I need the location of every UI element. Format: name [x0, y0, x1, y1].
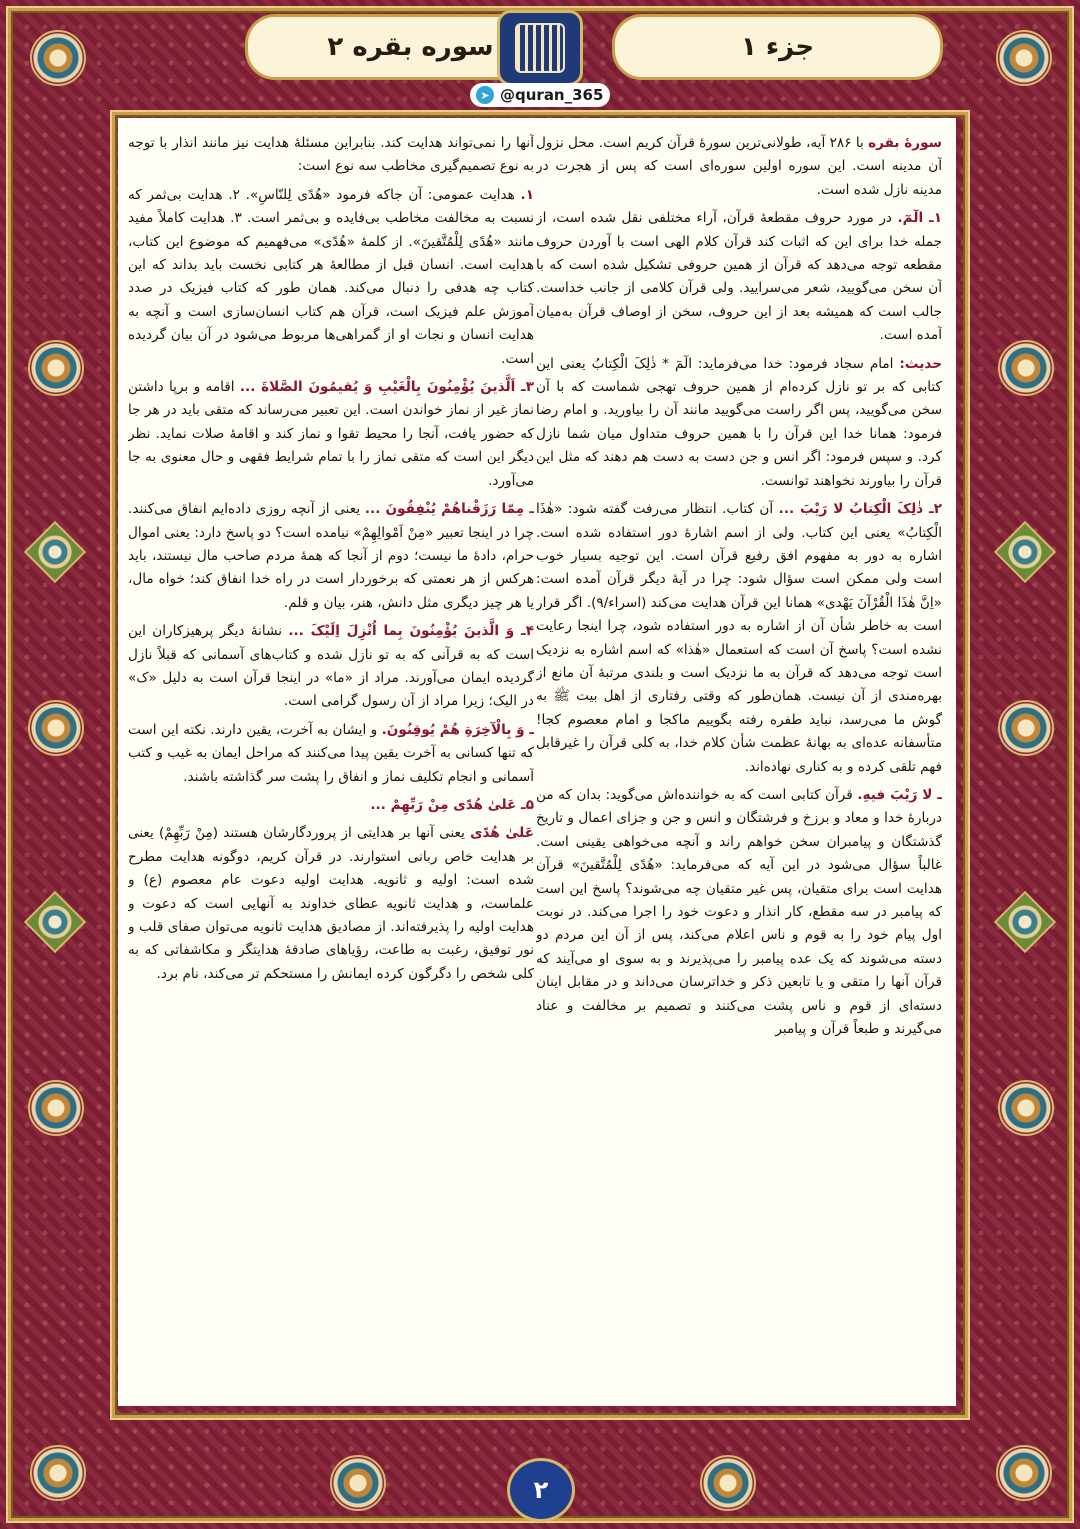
juz-title-cartouche — [612, 14, 943, 80]
paragraph-heading: ۱. — [520, 186, 534, 203]
telegram-icon: ➤ — [476, 86, 494, 104]
bottom-medallion-left — [330, 1455, 386, 1511]
side-medallion-left-3 — [28, 1080, 84, 1136]
paragraph — [128, 822, 534, 986]
paragraph — [128, 719, 534, 789]
side-medallion-right-3 — [998, 1080, 1054, 1136]
paragraph-text: نشانهٔ دیگر پرهیزکاران این است که به قرآنی که به تو نازل شده و کتاب‌های آسمانی که قبلاً نازل گردیده ایمان می‌آورند. مراد از «ما» در اینجا قرآن است به دلیل «ک» در الیک؛ زیرا مراد از آن رسول گرامی است. — [128, 623, 534, 710]
telegram-channel-badge[interactable] — [470, 83, 610, 107]
paragraph-text: با ۲۸۶ آیه، طولانی‌ترین سورهٔ قرآن کریم است. محل نزول آن مدینه است. این سوره اولین سوره‌ای است که پس از هجرت در مدینه نازل شده است. — [536, 135, 942, 198]
paragraph-heading: ۵ـ عَلیٰ هُدًی مِنْ رَبِّهِمْ ... — [370, 796, 534, 813]
side-medallion-left-2 — [28, 700, 84, 756]
paragraph — [128, 184, 534, 371]
paragraph-text: و ایشان به آخرت، یقین دارند. نکته این است که تنها کسانی به آخرت یقین پیدا می‌کنند که مراحل ایمان به غیب و کتب آسمانی و انجام تکلیف نماز و انفاق را پشت سر گذاشته باشند. — [128, 721, 534, 785]
paragraph-text: آنها را نمی‌تواند هدایت کند. بنابراین مسئلهٔ هدایت نیز مانند انذار با توجه به نوع تصمیم‌گیری مخاطب سه نوع است: — [128, 135, 534, 175]
paragraph-heading: ۲ـ ذٰلِکَ الْکِتابُ لا رَیْبَ ... — [778, 501, 942, 518]
paragraph-heading: ۱ـ الٓمٓ. — [897, 210, 942, 227]
paragraph-heading: ۴ـ وَ الَّذینَ یُؤْمِنُونَ بِما اُنْزِلَ اِلَیْکَ ... — [288, 623, 534, 640]
side-medallion-right-1 — [998, 340, 1054, 396]
paragraph-text: قرآن کتابی است که به خواننده‌اش می‌گوید: بدان که من دربارهٔ خدا و معاد و برزخ و فرشتگان و انس و جن و جزای اعمال و تاریخ گذشتگان و پیامبران سخن خواهم راند و آنچه می‌خواهی یقینی است. غالباً سؤال می‌شود در این آیه که می‌فرماید: «هُدًی لِلْمُتَّقینَ» قرآن هدایت است برای متقیان، پس غیر متقیان چه می‌شوند؟ پاسخ این است که پیامبر در سه مقطع، کار انذار و دعوت خود را اجرا می‌کند. در نوبت اول پیام خود را به قوم و ناس اعلام می‌کند، پس از آن این مردم دو دسته می‌شوند که یک عده پیامبر را می‌پذیرند و به سوی او می‌آیند که قرآن آنها را متقی و یا تابعین ذکر و خداترسان می‌داند و در مقابل اینان دسته‌ای از قوم و ناس پشت می‌کنند و تصمیم بر مخالفت و عناد می‌گیرند و طبعاً قرآن و پیامبر — [536, 786, 942, 1038]
paragraph-text: در مورد حروف مقطعهٔ قرآن، آراء مختلفی نقل شده است، از جمله خدا برای این که اثبات کند قرآن کلام الهی است با آوردن حروف مقطعه توجه می‌دهد که قرآن از همین حروفی تشکیل شده است که با آن سخن می‌گویید، شعر می‌سرایید. ولی قرآن کلامی از جانب خداست. جالب است که همیشه بعد از این حروف، سخن از اوصاف قرآن به‌میان آمده است. — [536, 210, 942, 344]
page-content — [118, 118, 956, 1406]
paragraph — [128, 794, 534, 817]
paragraph — [128, 620, 534, 714]
corner-medallion-bottom-right — [996, 1445, 1052, 1501]
paragraph-text: امام سجاد فرمود: خدا می‌فرماید: الٓمٓ * ذٰلِکَ الْکِتابُ یعنی این کتابی که بر تو نازل کرده‌ام از همین حروف تهجی شماست که با آن سخن می‌گویید، پس اگر راست می‌گویید مانند آن را بیاورید. و امام رضا فرمود: همانا خدا این قرآن را با همین حروف متداول میان شما نازل کرد. و سپس فرمود: اگر انس و جن دست به دست هم دهند که مثل این قرآن را بیاورند نخواهند توانست. — [536, 355, 942, 489]
corner-medallion-top-left — [30, 30, 86, 86]
page-number: ۲ — [533, 1476, 549, 1504]
paragraph-heading: سورهٔ بقره — [868, 135, 942, 151]
corner-medallion-top-right — [996, 30, 1052, 86]
paragraph — [536, 353, 942, 493]
paragraph-text: یعنی از آنچه روزی داده‌ایم انفاق می‌کنند. چرا در اینجا تعبیر «مِنْ اَمْوالِهِمْ» نیامده است؟ دو پاسخ دارد: یعنی اموال حرام، دادهٔ ما نیست؛ دوم از آنجا که همهٔ مردم صاحب مال نیستند، باید هرکس از هر نعمتی که برخوردار است در راه خدا انفاق کند؛ خواه مال، یا هر چیز دیگری مثل دانش، هنر، بیان و قلم. — [128, 501, 534, 611]
paragraph — [128, 376, 534, 493]
paragraph-heading: ـ مِمّا رَزَقْناهُمْ یُنْفِقُونَ ... — [364, 501, 534, 518]
paragraph-heading: عَلیٰ هُدًی — [470, 825, 534, 842]
paragraph — [536, 784, 942, 1041]
paragraph-heading: ۳ـ اَلَّذینَ یُؤْمِنُونَ بِالْغَیْبِ وَ یُقیمُونَ الصَّلاةَ ... — [239, 379, 534, 396]
juz-title: جزء ۱ — [740, 32, 815, 62]
paragraph — [128, 132, 534, 179]
paragraph-heading: حدیث: — [899, 355, 942, 372]
paragraph-text: یعنی آنها بر هدایتی از پروردگارشان هستند (مِنْ رَبِّهِمْ) یعنی بر هدایت خاص ربانی استوارند. در قرآن کریم، دوگونه هدایت مطرح شده است: اولیه و ثانویه. هدایت اولیه دعوت عام معصوم (ع) و علماست، و هدایت ثانویه عطای خداوند به آنهایی است که دعوت و هدایت اولیه را پذیرفته‌اند. از مصادیق هدایت ثانویه می‌توان صفای قلب و نور توفیق، رغبت به طاعت، رؤیاهای صادقهٔ هدایتگر و مکاشفاتی که به کلی شخص را دگرگون کرده ایمانش را مستحکم تر می‌کند، نام برد. — [128, 825, 534, 982]
paragraph-text: هدایت عمومی: آن جاکه فرمود «هُدًی لِلنّاسِ». ۲. هدایت بی‌ثمر که نسبت به مخالفت مخاطب بی‌فایده و بی‌ثمر است. ۳. هدایت کاملاً مفید مانند «هُدًی لِلْمُتَّقینَ». از کلمهٔ «هُدًی» می‌فهمیم که موضوع این کتاب، هدایت است. انسان قبل از مطالعهٔ هر کتابی نخست باید بداند که این کتاب چه هدفی را دنبال می‌کند. همان طور که کتاب فیزیک در صدد آموزش علم فیزیک است، قرآن هم کتاب انسان‌سازی است و آنچه به هدایت انسان و نجات او از گمراهی‌ها مربوط می‌شود در آن بیان گردیده است. — [128, 186, 534, 367]
paragraph — [128, 498, 534, 615]
channel-handle: @quran_365 — [500, 86, 604, 104]
corner-medallion-bottom-left — [30, 1445, 86, 1501]
side-medallion-right-2 — [998, 700, 1054, 756]
paragraph — [536, 207, 942, 347]
paragraph-heading: ـ وَ بِالْآخِرَةِ هُمْ یُوقِنُونَ. — [381, 721, 534, 738]
surah-title: سوره بقره ۲ — [327, 32, 494, 62]
side-medallion-left-1 — [28, 340, 84, 396]
paragraph-text: اقامه و برپا داشتن نماز غیر از نماز خواندن است. این تعبیر می‌رساند که متقی باید در هر جا که حضور یافت، آنجا را محیط تقوا و نماز کند و اقامهٔ صلات نماید. نظر دیگر این است که متقی نماز را با تمام شرایط فقهی و حال معنوی به جا می‌آورد. — [128, 379, 534, 489]
paragraph — [536, 498, 942, 779]
calligraphy-logo-icon — [497, 10, 583, 86]
page-number-badge — [507, 1458, 575, 1522]
paragraph-text: آن کتاب. انتظار می‌رفت گفته شود: «هٰذَا الْکِتابُ» یعنی این کتاب. ولی از اسم اشارهٔ دور استفاده شده است. اشاره به دور به مفهوم افق رفیع قرآن است. این توجیه بسیار خوب است ولی ممکن است سؤال شود: چرا در آیهٔ دیگر قرآن آمده است: «اِنَّ هٰذَا الْقُرْآنَ یَهْدی» همانا این قرآن هدایت می‌کند (اسراء/۹). اگر قرار است به خاطر شأن آن از اشاره به دور استفاده شود، چرا اینجا رعایت نشده است؟ پاسخ آن است که استعمال «هٰذا» که اسم اشاره به نزدیک است توجه می‌دهد که قرآن به ما نزدیک است و بلندی مرتبهٔ آن مانع از بهره‌مندی از آن نیست. همان‌طور که وقتی رفتاری از اهل بیت ﷺ به گوش ما می‌رسد، نباید طفره رفته بگوییم ماکجا و امام معصوم کجا! متأسفانه عده‌ای به بهانهٔ عظمت شأن کلام خدا، به کلی قرآن را غیرقابل فهم تلقی کرده و به کناری نهاده‌اند. — [536, 501, 942, 775]
left-text-column — [128, 132, 534, 1397]
right-text-column — [536, 132, 942, 1397]
paragraph-heading: ـ لا رَیْبَ فیهِ. — [857, 786, 942, 803]
paragraph — [536, 132, 942, 202]
bottom-medallion-right — [700, 1455, 756, 1511]
